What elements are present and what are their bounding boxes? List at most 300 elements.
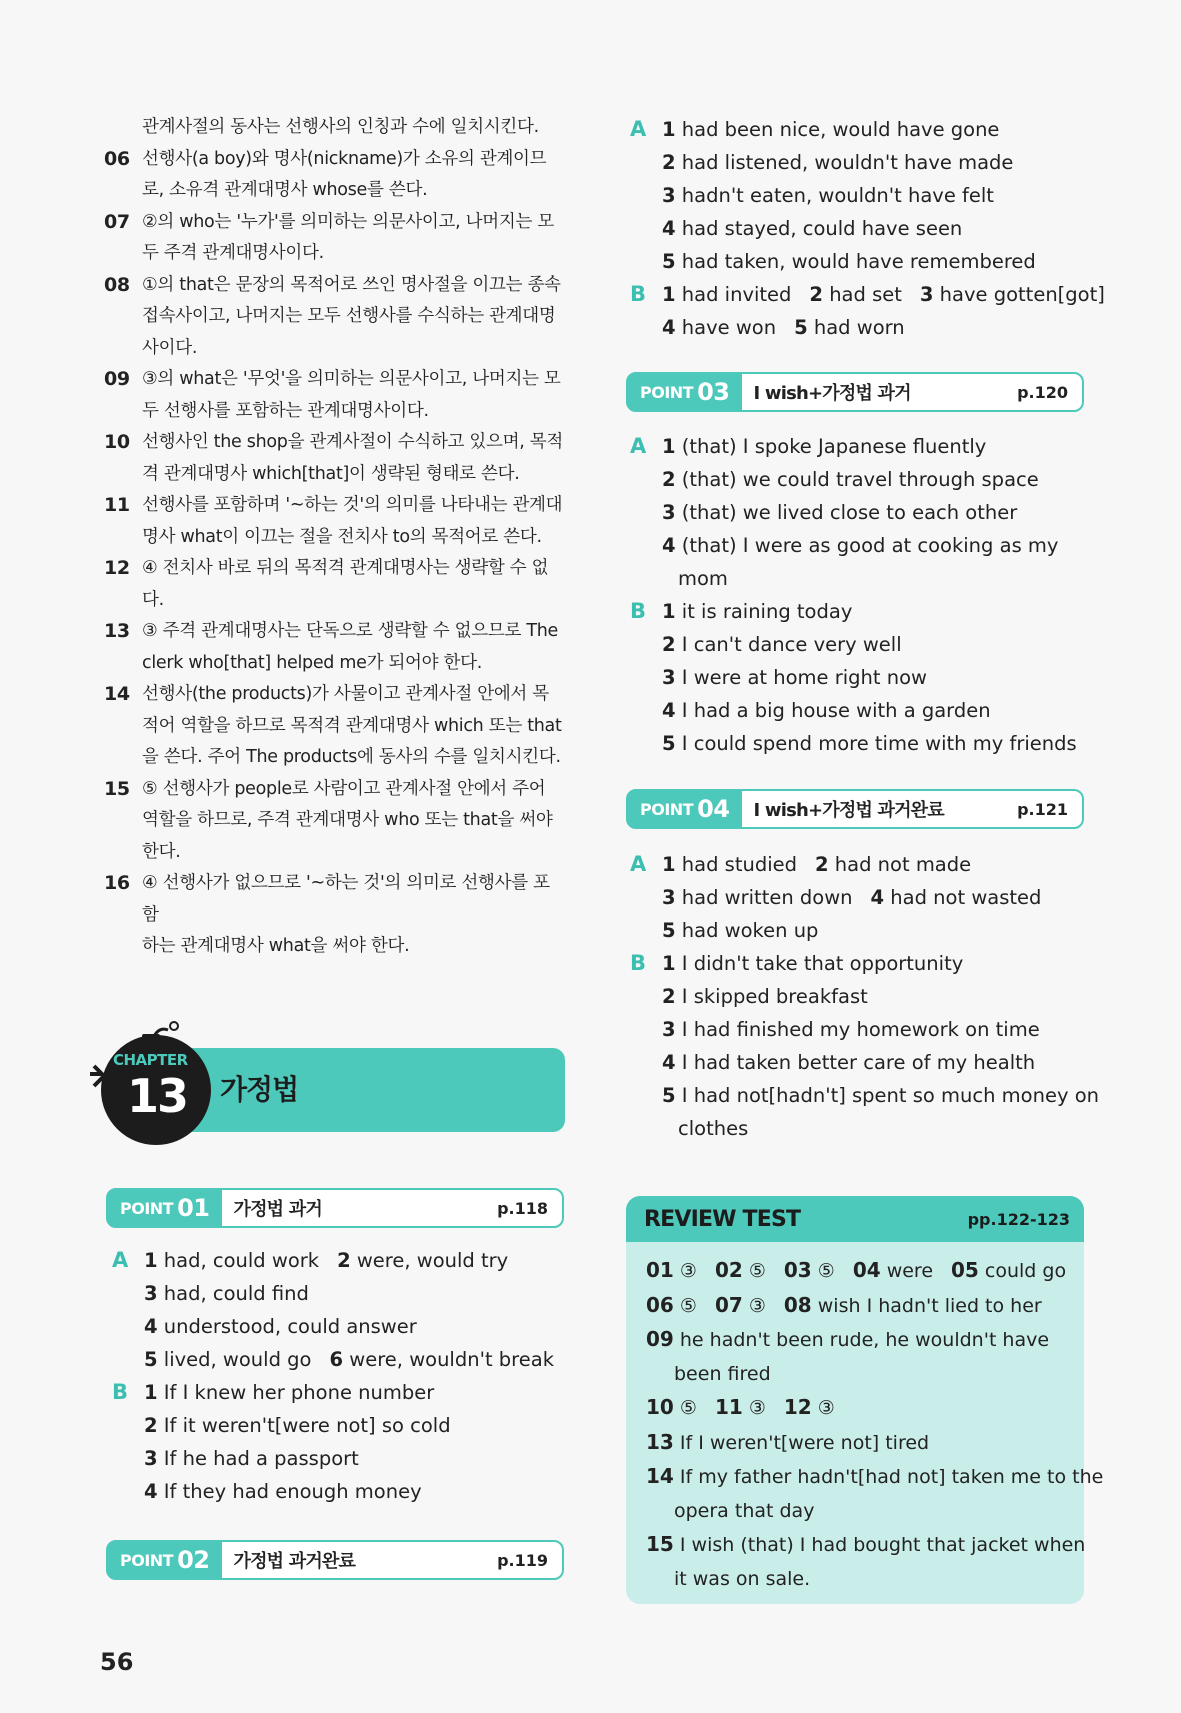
answer-line (630, 278, 1105, 311)
section-indent (112, 1475, 144, 1508)
answer-line (630, 980, 1090, 1013)
answer-number: 4 (662, 534, 676, 557)
explanation-line (104, 805, 564, 837)
review-number: 07 (714, 1292, 743, 1317)
review-number: 09 (646, 1327, 674, 1351)
explanation-text: clerk who[that] helped me가 되어야 한다. (142, 652, 483, 673)
answer-number: 3 (662, 886, 676, 909)
answer-content (144, 1409, 451, 1442)
answer-line (630, 146, 1090, 179)
explanation-text: ②의 who는 '누가'를 의미하는 의문사이고, 나머지는 모 (142, 211, 554, 232)
answer-number: 3 (662, 1018, 676, 1041)
answer-content (662, 980, 868, 1013)
answer-text: have gotten[got] (939, 283, 1105, 306)
answer-line (112, 1277, 572, 1310)
answer-number: 2 (662, 633, 676, 656)
explanation-number (104, 238, 142, 270)
explanation-line (104, 364, 564, 396)
answer-text: I could spend more time with my friends (681, 732, 1077, 755)
answer-number: 3 (662, 666, 676, 689)
answer-content (662, 212, 962, 245)
answer-line (112, 1244, 572, 1277)
explanation-number: 16 (104, 872, 130, 894)
section-indent (630, 1079, 662, 1112)
answer-content (662, 694, 991, 727)
answer-number: 1 (662, 952, 676, 975)
explanation-number: 10 (104, 431, 130, 453)
review-answer: ③ (679, 1260, 697, 1282)
answer-number: 2 (809, 283, 823, 306)
explanation-text: ④ 전치사 바로 뒤의 목적격 관계대명사는 생략할 수 없다. (142, 558, 549, 610)
section-indent (112, 1277, 144, 1310)
answer-line (112, 1409, 572, 1442)
answer-content (662, 146, 1013, 179)
chapter-title: 가정법 (220, 1073, 299, 1106)
explanation-line (104, 679, 564, 711)
answer-line (630, 848, 1090, 881)
explanation-text: 접속사이고, 나머지는 모두 선행사를 수식하는 관계대명 (142, 306, 556, 326)
answer-number: 4 (662, 316, 676, 339)
answer-number: 4 (144, 1315, 158, 1338)
answer-line (630, 1013, 1090, 1046)
explanation-line (104, 144, 564, 176)
answer-text: had, could find (163, 1282, 309, 1305)
review-answer: ⑤ (748, 1260, 766, 1282)
section-indent (630, 1046, 662, 1079)
explanation-line (104, 175, 564, 207)
explanation-text: ③의 what은 '무엇'을 의미하는 의문사이고, 나머지는 모 (142, 369, 561, 389)
answer-text: have won (681, 316, 777, 339)
review-number: 06 (646, 1292, 674, 1317)
answer-number: 1 (662, 118, 676, 141)
review-answer: If my father hadn't[had not] taken me to the (679, 1466, 1104, 1488)
explanation-line (104, 238, 564, 270)
answer-text: If he had a passport (163, 1447, 359, 1470)
answer-text: I skipped breakfast (681, 985, 868, 1008)
answer-number: 1 (144, 1381, 158, 1404)
point-01-answers (112, 1244, 572, 1508)
section-indent (630, 727, 662, 760)
answer-number: 1 (144, 1249, 158, 1272)
explanation-number: 15 (104, 777, 130, 800)
review-answer: ⑤ (817, 1260, 835, 1282)
answer-line (112, 1343, 572, 1376)
answer-content (662, 1112, 748, 1145)
answer-text: it is raining today (681, 600, 853, 623)
section-letter: B (630, 599, 647, 623)
explanation-number (104, 742, 142, 774)
review-line (646, 1563, 1076, 1597)
review-number: 03 (783, 1258, 812, 1282)
answer-content (144, 1310, 417, 1343)
answer-number: 3 (662, 501, 676, 524)
review-line (646, 1426, 1076, 1461)
explanation-number (104, 805, 142, 837)
review-number: 12 (783, 1395, 812, 1419)
review-answer: ⑤ (679, 1397, 697, 1419)
answer-text: had set (829, 283, 902, 306)
explanation-number (104, 459, 142, 491)
review-line (646, 1460, 1104, 1495)
answer-number: 5 (662, 732, 676, 755)
answer-text: I were at home right now (681, 666, 927, 689)
explanation-text: 을 쓴다. 주어 The products에 동사의 수를 일치시킨다. (142, 747, 561, 767)
explanation-line (104, 648, 564, 680)
answer-content (662, 595, 852, 628)
answer-number: 4 (662, 1051, 676, 1074)
answer-line (630, 1079, 1099, 1112)
answer-content (144, 1475, 422, 1508)
answer-number: 2 (337, 1249, 351, 1272)
explanation-text: ①의 that은 문장의 목적어로 쓰인 명사절을 이끄는 종속 (142, 274, 561, 295)
answer-content (662, 179, 994, 212)
explanation-text: 선행사(the products)가 사물이고 관계사절 안에서 목 (142, 684, 549, 704)
answer-text: I didn't take that opportunity (681, 952, 964, 975)
explanation-number (104, 837, 142, 869)
answer-text: had, could work (163, 1249, 320, 1272)
section-indent (112, 1409, 144, 1442)
answer-line (630, 881, 1090, 914)
answer-line (630, 1046, 1090, 1079)
explanation-number: 08 (104, 273, 130, 296)
answer-number: 1 (662, 600, 676, 623)
answer-text: (that) I spoke Japanese fluently (681, 435, 987, 458)
explanation-line (104, 711, 564, 743)
section-indent (630, 914, 662, 947)
answer-number: 2 (144, 1414, 158, 1437)
explanation-line (104, 427, 564, 459)
review-line (646, 1495, 1076, 1529)
answer-text: had not made (834, 853, 972, 876)
review-number: 14 (646, 1464, 674, 1488)
point-01-header: POINT 01 가정법 과거 p.118 (106, 1188, 564, 1228)
answer-line (630, 595, 1090, 628)
section-indent (630, 212, 662, 245)
answer-content (144, 1442, 359, 1475)
answer-text: I had finished my homework on time (681, 1018, 1040, 1041)
review-test-header (626, 1196, 1084, 1242)
answer-line (630, 463, 1090, 496)
answer-text: I had taken better care of my health (681, 1051, 1036, 1074)
review-answer: I wish (that) I had bought that jacket when (679, 1534, 1086, 1556)
explanation-text: 하는 관계대명사 what을 써야 한다. (142, 936, 410, 956)
answer-number: 2 (662, 468, 676, 491)
answer-line (630, 311, 1090, 344)
explanation-line (104, 301, 564, 333)
answer-text: were, wouldn't break (349, 1348, 554, 1371)
answer-text: (that) I were as good at cooking as my (681, 534, 1059, 557)
answer-line (630, 245, 1090, 278)
answer-number: 4 (662, 699, 676, 722)
review-number: 01 (646, 1258, 674, 1282)
explanation-text: ④ 선행사가 없으므로 '~하는 것'의 의미로 선행사를 포함 (142, 873, 550, 925)
review-answer: ③ (817, 1397, 835, 1419)
review-answer: were (886, 1260, 934, 1282)
section-indent (630, 661, 662, 694)
chapter-label: CHAPTER (113, 1051, 188, 1069)
answer-content (662, 881, 1041, 914)
answer-number: 5 (144, 1348, 158, 1371)
review-number: 13 (646, 1429, 674, 1454)
answer-text: I had not[hadn't] spent so much money on (681, 1084, 1099, 1107)
section-letter: B (112, 1380, 129, 1404)
answer-number: 6 (329, 1348, 344, 1371)
review-line (646, 1391, 1076, 1426)
explanation-line (104, 333, 564, 365)
review-number: 10 (646, 1395, 674, 1419)
review-answer: opera that day (674, 1499, 815, 1522)
section-indent (630, 529, 662, 562)
answer-content (662, 661, 927, 694)
review-test-title: REVIEW TEST (644, 1206, 801, 1232)
explanation-number (104, 396, 142, 428)
explanation-text: 선행사인 the shop을 관계사절이 수식하고 있으며, 목적 (142, 432, 563, 452)
answer-content (662, 628, 902, 661)
answer-line (630, 694, 1090, 727)
answer-line (630, 562, 1090, 595)
answer-text: had been nice, would have gone (681, 118, 1000, 141)
answer-content (662, 1046, 1035, 1079)
answer-text: had not wasted (890, 886, 1042, 909)
review-answer: ⑤ (679, 1294, 697, 1317)
explanation-line (104, 270, 564, 302)
answer-line (630, 947, 1090, 980)
answer-number: 2 (662, 985, 676, 1008)
review-answer: ③ (748, 1294, 766, 1317)
explanation-number (104, 175, 142, 207)
review-answer: been fired (674, 1362, 771, 1385)
explanation-text: 적어 역할을 하므로 목적격 관계대명사 which 또는 that (142, 715, 562, 736)
answer-text: clothes (678, 1117, 749, 1140)
explanation-text: 두 선행사를 포함하는 관계대명사이다. (142, 400, 429, 421)
answer-number: 5 (662, 1084, 676, 1107)
answer-content (662, 947, 963, 980)
section-letter: A (630, 117, 647, 141)
explanation-line (104, 868, 564, 931)
section-letter: B (630, 951, 647, 975)
chapter-banner (150, 1048, 565, 1132)
answer-line (630, 496, 1090, 529)
answer-content (662, 1013, 1040, 1046)
review-number: 04 (852, 1258, 881, 1282)
explanation-number (104, 333, 142, 365)
answer-content (662, 1079, 1099, 1112)
explanation-line (104, 459, 564, 491)
explanation-text: 한다. (142, 841, 181, 862)
review-line (646, 1528, 1086, 1563)
answer-line (630, 113, 1090, 146)
section-indent (630, 1112, 662, 1145)
answer-line (630, 430, 1090, 463)
section-indent (630, 694, 662, 727)
answer-text: had invited (681, 283, 792, 306)
explanation-number: 13 (104, 620, 130, 642)
review-line (646, 1323, 1076, 1358)
answer-number: 4 (870, 886, 885, 909)
explanation-line (104, 396, 564, 428)
chapter-number: 13 (127, 1069, 188, 1123)
answer-number: 5 (794, 316, 808, 339)
answer-text: were, would try (356, 1249, 509, 1272)
answer-line (112, 1475, 572, 1508)
answer-number: 2 (815, 853, 829, 876)
explanation-text: 역할을 하므로, 주격 관계대명사 who 또는 that을 써야 (142, 810, 553, 830)
explanation-number: 11 (104, 494, 130, 516)
answer-content (662, 562, 728, 595)
review-line (646, 1289, 1076, 1324)
section-indent (630, 463, 662, 496)
point-03-answers (630, 430, 1090, 760)
section-indent (630, 311, 662, 344)
review-test-pages: pp.122-123 (967, 1209, 1070, 1229)
answer-content (662, 311, 905, 344)
explanation-text: ⑤ 선행사가 people로 사람이고 관계사절 안에서 주어 (142, 778, 546, 799)
section-letter: A (630, 852, 647, 876)
review-answer: wish I hadn't lied to her (817, 1294, 1042, 1317)
answer-number: 4 (144, 1480, 158, 1503)
answer-content (662, 278, 1105, 311)
answer-text: If they had enough money (163, 1480, 422, 1503)
answer-content (662, 245, 1036, 278)
review-answer: it was on sale. (674, 1567, 811, 1590)
explanation-number (104, 931, 142, 963)
answer-number: 3 (919, 283, 934, 306)
section-indent (112, 1310, 144, 1343)
answer-text: had listened, wouldn't have made (681, 151, 1014, 174)
answer-text: lived, would go (163, 1348, 312, 1371)
answer-number: 2 (662, 151, 676, 174)
answer-content (662, 430, 986, 463)
answer-content (662, 463, 1039, 496)
explanation-number (104, 301, 142, 333)
answer-text: (that) we lived close to each other (681, 501, 1018, 524)
section-letter: B (630, 282, 647, 306)
answer-line (112, 1310, 572, 1343)
answer-line (630, 529, 1090, 562)
explanation-number (104, 711, 142, 743)
answer-number: 3 (662, 184, 676, 207)
point-03-header: POINT 03 I wish+가정법 과거 p.120 (626, 372, 1084, 412)
answer-number: 1 (662, 435, 676, 458)
explanation-line (104, 616, 564, 648)
section-indent (630, 146, 662, 179)
explanation-line (104, 553, 564, 616)
answer-text: had woken up (681, 919, 819, 942)
explanation-text: 선행사를 포함하며 '~하는 것'의 의미를 나타내는 관계대 (142, 495, 563, 515)
answer-text: hadn't eaten, wouldn't have felt (681, 184, 994, 207)
review-number: 15 (646, 1532, 674, 1556)
answer-line (630, 628, 1090, 661)
answer-line (630, 1112, 1090, 1145)
answer-content (144, 1376, 434, 1409)
answer-number: 3 (144, 1282, 158, 1305)
answer-line (630, 914, 1090, 947)
explanation-text: 사이다. (142, 337, 198, 358)
section-indent (630, 881, 662, 914)
explanation-line (104, 522, 564, 554)
answer-text: (that) we could travel through space (681, 468, 1039, 491)
answer-text: understood, could answer (163, 1315, 417, 1338)
answer-content (662, 113, 999, 146)
explanation-line (104, 207, 564, 239)
explanation-text: 선행사(a boy)와 명사(nickname)가 소유의 관계이므 (142, 148, 547, 169)
section-indent (630, 179, 662, 212)
answer-text: I can't dance very well (681, 633, 902, 656)
point-04-answers (630, 848, 1099, 1145)
answer-line (630, 727, 1090, 760)
review-test-box (626, 1196, 1104, 1604)
answer-line (630, 179, 1090, 212)
answer-content (144, 1277, 309, 1310)
answer-text: had worn (813, 316, 905, 339)
section-indent (630, 245, 662, 278)
section-indent (630, 980, 662, 1013)
review-line (646, 1254, 1076, 1289)
answer-line (630, 661, 1090, 694)
review-number: 02 (714, 1258, 743, 1282)
review-number: 05 (951, 1258, 979, 1282)
answer-text: had studied (681, 853, 798, 876)
answer-text: had taken, would have remembered (681, 250, 1036, 273)
section-indent (630, 562, 662, 595)
review-line (646, 1358, 1076, 1392)
answer-number: 3 (144, 1447, 158, 1470)
review-number: 08 (783, 1292, 812, 1317)
answer-content (144, 1343, 554, 1376)
explanation-line (104, 490, 564, 522)
section-indent (112, 1442, 144, 1475)
answer-number: 4 (662, 217, 676, 240)
explanation-number (104, 648, 142, 680)
review-answer: he hadn't been rude, he wouldn't have (679, 1329, 1050, 1351)
answer-text: I had a big house with a garden (681, 699, 991, 722)
answer-content (662, 914, 818, 947)
answer-line (112, 1376, 572, 1409)
section-letter: A (112, 1248, 129, 1272)
answer-text: If it weren't[were not] so cold (163, 1414, 451, 1437)
answer-text: If I knew her phone number (163, 1381, 435, 1404)
section-letter: A (630, 434, 647, 458)
answer-number: 1 (662, 283, 676, 306)
explanation-number: 06 (104, 147, 130, 170)
review-answer: If I weren't[were not] tired (679, 1431, 930, 1454)
explanation-text: 명사 what이 이끄는 절을 전치사 to의 목적어로 쓴다. (142, 526, 542, 547)
explanation-text: ③ 주격 관계대명사는 단독으로 생략할 수 없으므로 The (142, 621, 558, 641)
explanation-line (104, 742, 564, 774)
point-02-answers (630, 113, 1105, 344)
answer-number: 1 (662, 853, 676, 876)
answer-number: 5 (662, 919, 676, 942)
answer-content (662, 529, 1058, 562)
point-02-header: POINT 02 가정법 과거완료 p.119 (106, 1540, 564, 1580)
point-04-header: POINT 04 I wish+가정법 과거완료 p.121 (626, 789, 1084, 829)
section-indent (630, 628, 662, 661)
section-indent (112, 1343, 144, 1376)
explanation-line (104, 774, 564, 806)
answer-number: 5 (662, 250, 676, 273)
review-answer: could go (984, 1260, 1067, 1282)
answer-line (630, 212, 1090, 245)
answer-content (144, 1244, 508, 1277)
explanation-number: 12 (104, 557, 130, 579)
answer-content (662, 848, 971, 881)
review-test-answers (646, 1254, 1104, 1596)
answer-text: mom (678, 567, 728, 590)
explanation-text: 두 주격 관계대명사이다. (142, 243, 324, 263)
answer-line (112, 1442, 572, 1475)
explanation-number: 07 (104, 210, 130, 233)
explanation-text: 로, 소유격 관계대명사 whose를 쓴다. (142, 180, 428, 200)
